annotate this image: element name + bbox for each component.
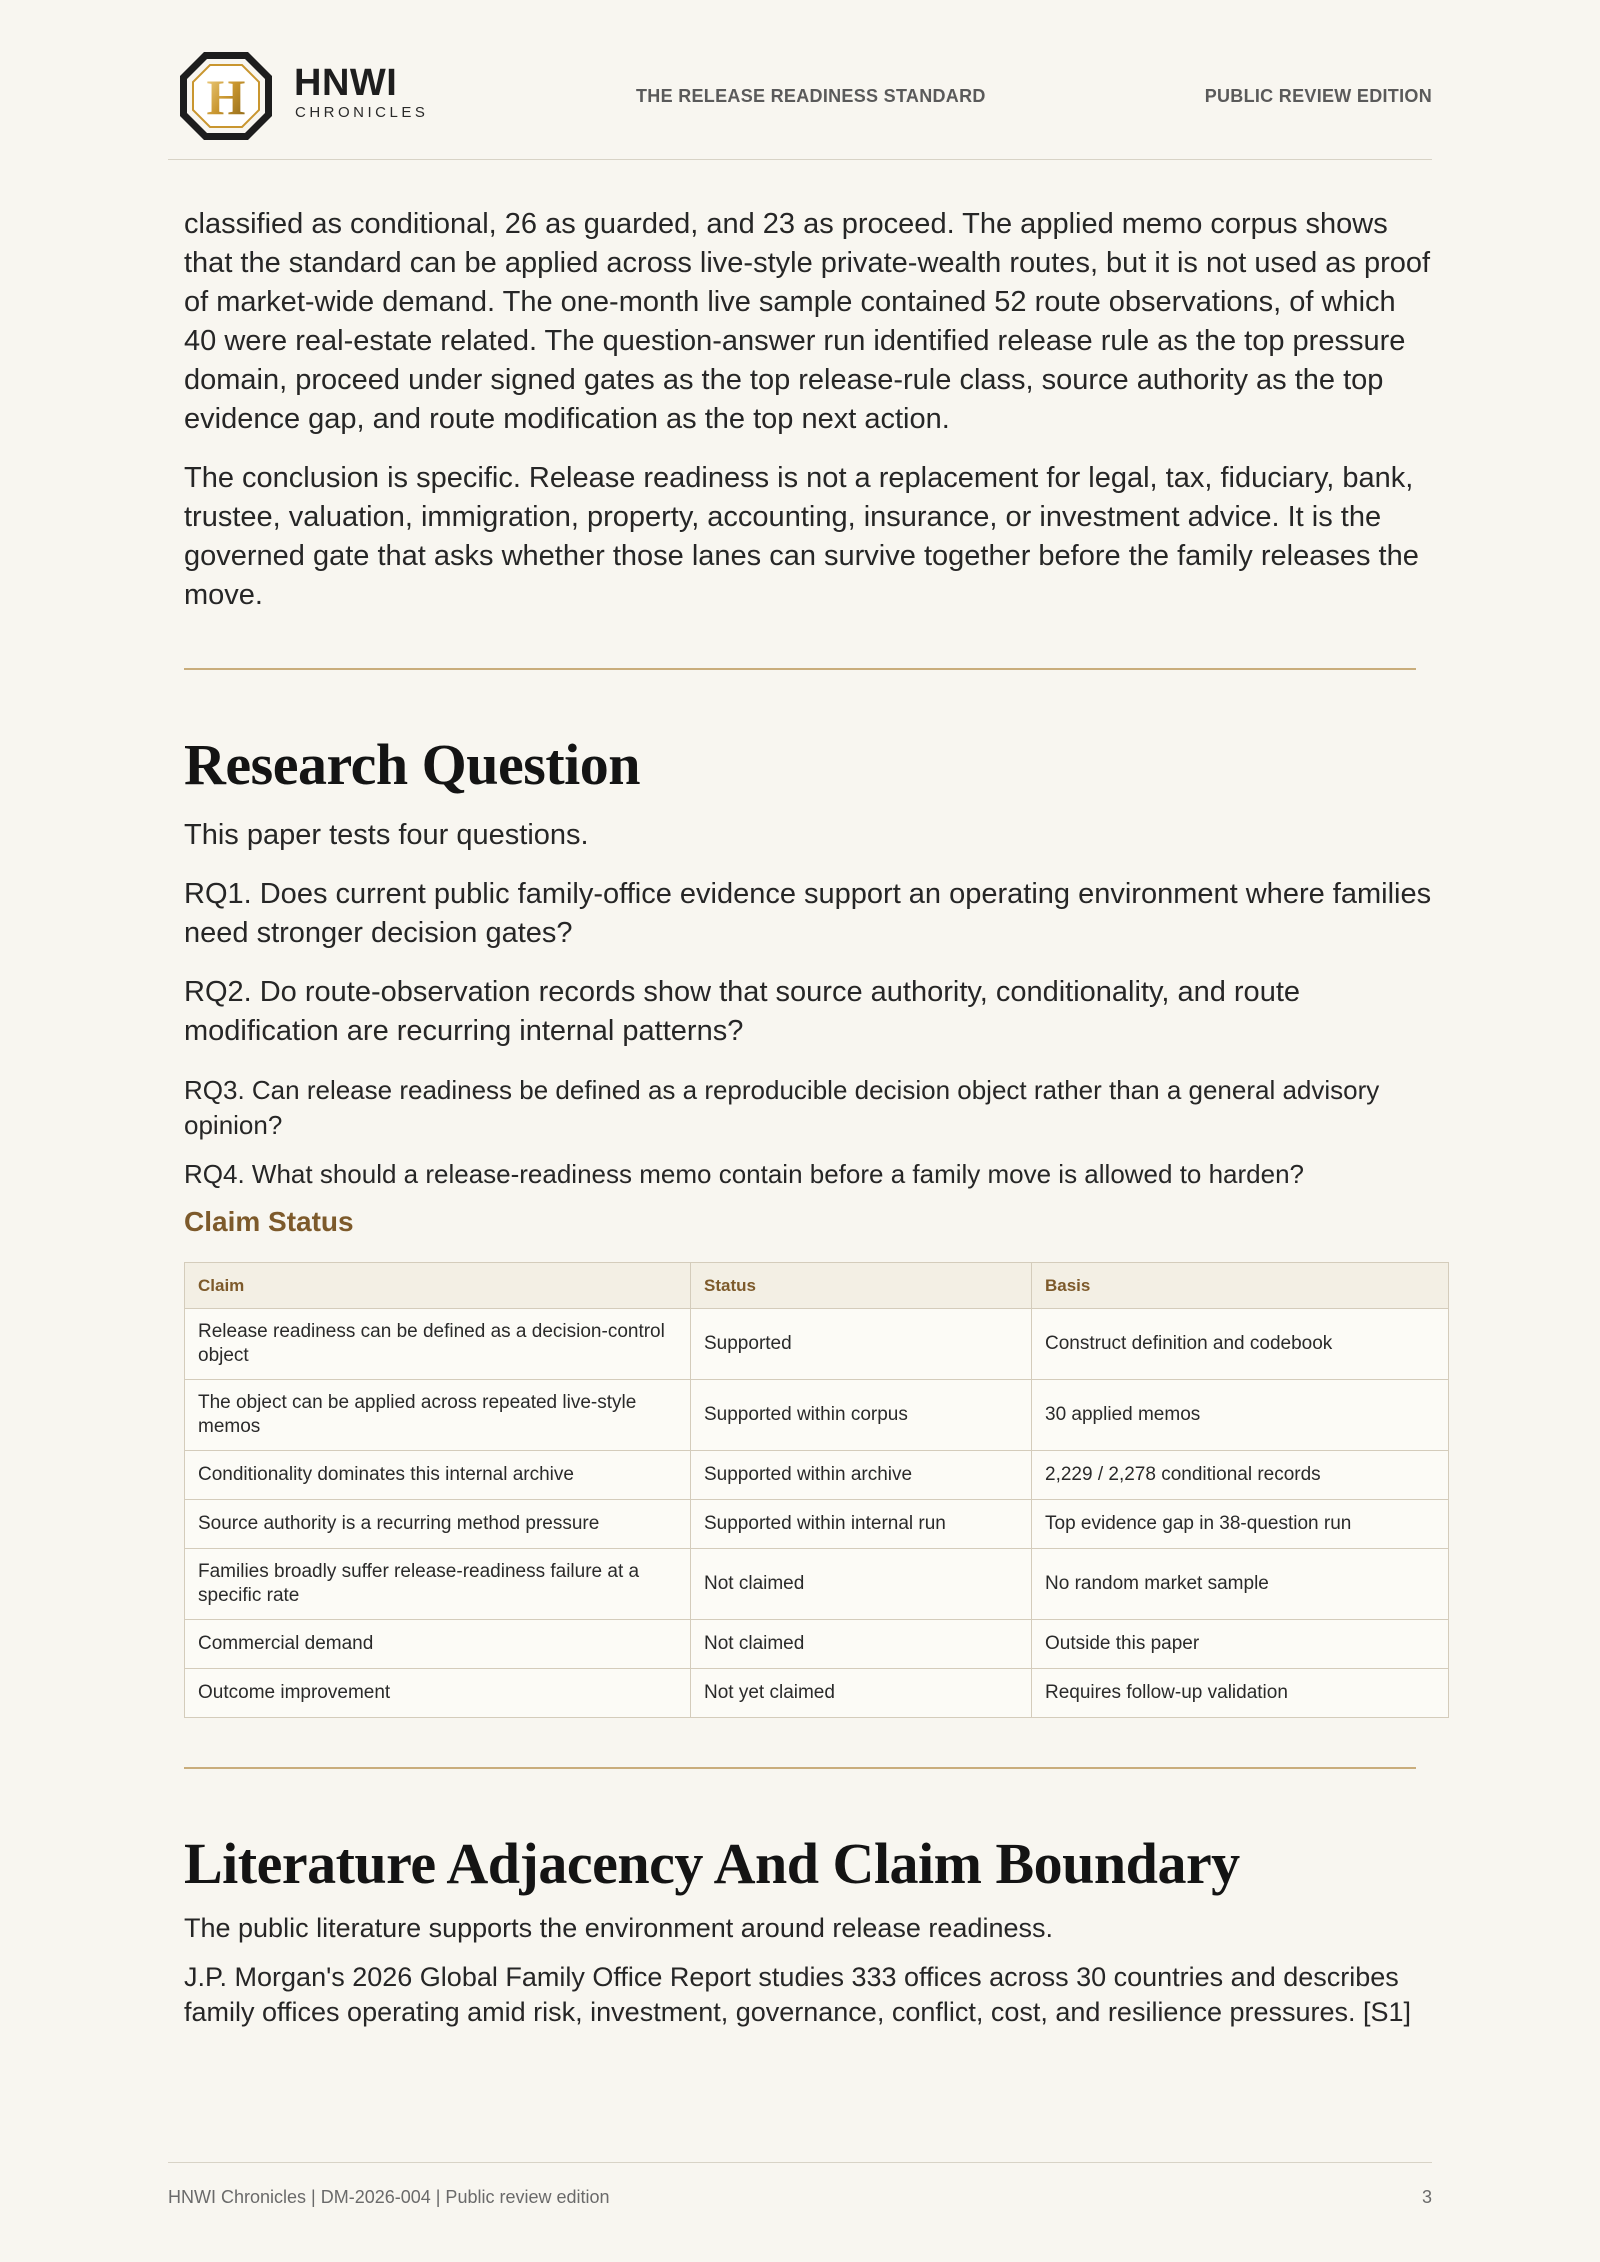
table-row: [185, 1500, 1449, 1549]
claim-cell: Release readiness can be defined as a decision-control object: [185, 1309, 691, 1380]
rq3-text: RQ3. Can release readiness be defined as a reproducible decision object rather than a general advisory opinion?: [184, 1075, 1380, 1140]
basis-cell: Construct definition and codebook: [1032, 1309, 1449, 1380]
claim-status-heading: Claim Status: [184, 1206, 354, 1237]
status-cell: Not claimed: [691, 1549, 1032, 1620]
rq4-text: RQ4. What should a release-readiness memo contain before a family move is allowed to harden?: [184, 1159, 1305, 1189]
status-cell: Supported within corpus: [691, 1380, 1032, 1451]
logo: [178, 50, 429, 142]
basis-cell: No random market sample: [1032, 1549, 1449, 1620]
status-cell: Not claimed: [691, 1620, 1032, 1669]
status-cell: Supported within internal run: [691, 1500, 1032, 1549]
table-header-row: [185, 1263, 1449, 1309]
section-divider: [184, 668, 1416, 670]
intro-paragraph: classified as conditional, 26 as guarded, and 23 as proceed. The applied memo corpus shows that the standard can be applied across live-style private-wealth routes, but it is not used as proof of market-wide demand. The one-month live sample contained 52 route observations, of which 40 were real-estate related. The question-answer run identified release rule as the top pressure domain, proceed under signed gates as the top release-rule class, source authority as the top evidence gap, and route modification as the top next action.: [184, 208, 1431, 435]
page-body: [184, 205, 1432, 2044]
section-heading-research: Research Question: [184, 732, 641, 797]
claim-status-table: [184, 1262, 1449, 1718]
table-row: [185, 1669, 1449, 1718]
edition-label: PUBLIC REVIEW EDITION: [1204, 86, 1432, 106]
logo-octagon-icon: [178, 50, 274, 142]
status-cell: Supported: [691, 1309, 1032, 1380]
logo-wordmark: HNWI: [294, 62, 398, 104]
research-lead: This paper tests four questions.: [184, 819, 589, 851]
footer-citation: HNWI Chronicles | DM-2026-004 | Public review edition: [168, 2187, 610, 2207]
section-heading-literature: Literature Adjacency And Claim Boundary: [184, 1831, 1240, 1896]
basis-cell: Top evidence gap in 38-question run: [1032, 1500, 1449, 1549]
page-number: 3: [1421, 2187, 1432, 2207]
logo-subtitle: CHRONICLES: [295, 104, 429, 121]
claim-cell: Families broadly suffer release-readiness failure at a specific rate: [185, 1549, 691, 1620]
page-footer: [168, 2162, 1432, 2207]
basis-cell: Outside this paper: [1032, 1620, 1449, 1669]
rq1-text: RQ1. Does current public family-office evidence support an operating environment where families need stronger decision gates?: [184, 878, 1432, 949]
conclusion-paragraph: The conclusion is specific. Release readiness is not a replacement for legal, tax, fiduciary, bank, trustee, valuation, immigration, property, accounting, insurance, or investment advice. It is the governed gate that asks whether those lanes can survive together before the family releases the move.: [184, 462, 1419, 611]
status-cell: Supported within archive: [691, 1451, 1032, 1500]
basis-cell: 30 applied memos: [1032, 1380, 1449, 1451]
section-divider: [184, 1767, 1416, 1769]
literature-paragraph: J.P. Morgan's 2026 Global Family Office Report studies 333 offices across 30 countries and describes family offices operating amid risk, investment, governance, conflict, cost, and resilience pressures. [S1]: [184, 1962, 1412, 2027]
page-header: [168, 48, 1432, 160]
basis-cell: 2,229 / 2,278 conditional records: [1032, 1451, 1449, 1500]
column-header-status: Status: [691, 1263, 1032, 1309]
svg-text:H: H: [206, 69, 246, 125]
claim-cell: Conditionality dominates this internal archive: [185, 1451, 691, 1500]
literature-lead: The public literature supports the environment around release readiness.: [184, 1913, 1053, 1943]
table-row: [185, 1549, 1449, 1620]
running-title: THE RELEASE READINESS STANDARD: [636, 86, 986, 106]
claim-cell: Outcome improvement: [185, 1669, 691, 1718]
basis-cell: Requires follow-up validation: [1032, 1669, 1449, 1718]
table-row: [185, 1451, 1449, 1500]
claim-cell: Source authority is a recurring method pressure: [185, 1500, 691, 1549]
claim-cell: The object can be applied across repeated live-style memos: [185, 1380, 691, 1451]
column-header-claim: Claim: [185, 1263, 691, 1309]
table-row: [185, 1620, 1449, 1669]
status-cell: Not yet claimed: [691, 1669, 1032, 1718]
claim-cell: Commercial demand: [185, 1620, 691, 1669]
column-header-basis: Basis: [1032, 1263, 1449, 1309]
table-row: [185, 1309, 1449, 1380]
table-row: [185, 1380, 1449, 1451]
rq2-text: RQ2. Do route-observation records show that source authority, conditionality, and route modification are recurring internal patterns?: [184, 976, 1301, 1047]
